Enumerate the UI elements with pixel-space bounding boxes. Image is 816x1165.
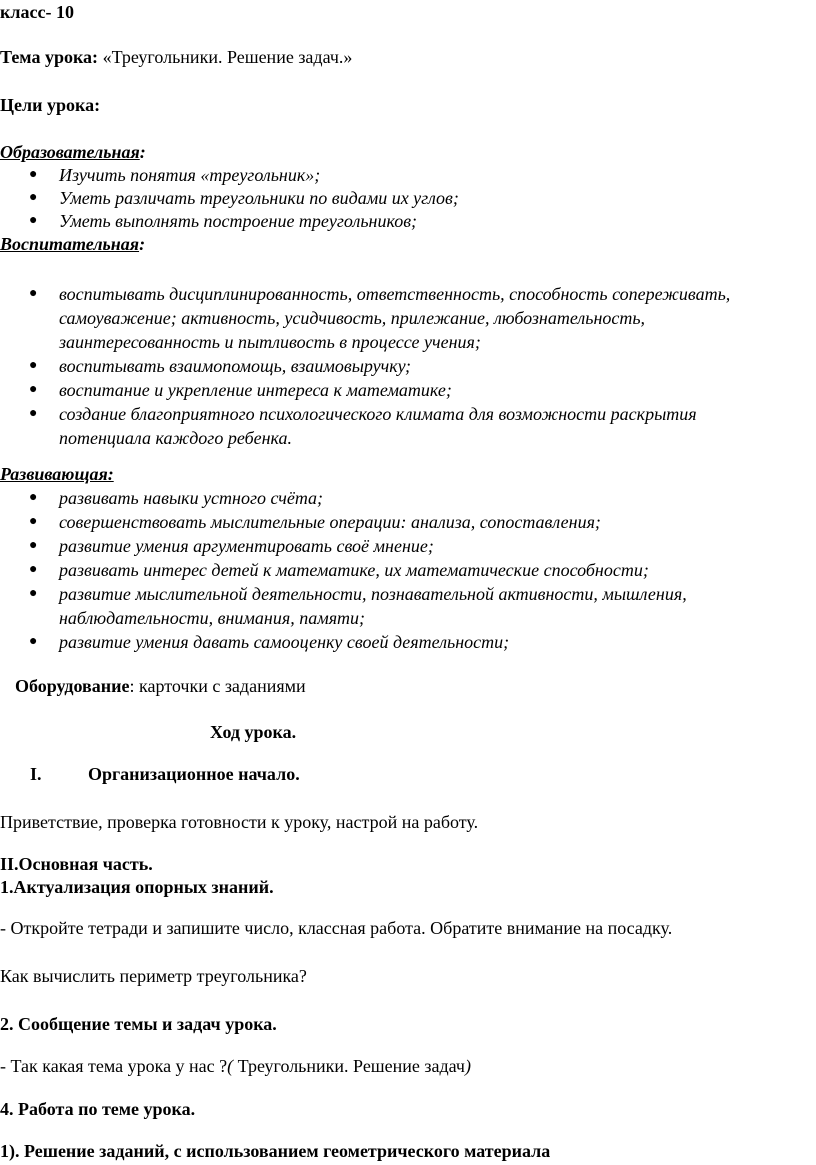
class-line: класс- 10 xyxy=(0,2,74,22)
section-2-sub-3: 4. Работа по теме урока. xyxy=(0,1099,196,1119)
upbringing-item: заинтересованность и пытливость в процессе учения; xyxy=(59,332,481,352)
developing-item: развивать интерес детей к математике, их математические способности; xyxy=(59,560,649,580)
developing-item: развитие умения давать самооценку своей деятельности; xyxy=(59,632,510,652)
topic-question: - Так какая тема урока у нас ? xyxy=(0,1056,228,1076)
goals-heading: Цели урока: xyxy=(0,95,101,115)
educational-item: Уметь различать треугольники по видами их углов; xyxy=(59,188,459,208)
section-2-title: II.Основная часть. xyxy=(0,854,153,874)
topic-label: Тема урока: xyxy=(0,47,99,67)
section-1-text: Приветствие, проверка готовности к уроку, настрой на работу. xyxy=(0,812,479,832)
upbringing-item: воспитание и укрепление интереса к математике; xyxy=(59,380,452,400)
educational-item: Уметь выполнять построение треугольников; xyxy=(59,211,417,231)
educational-colon: : xyxy=(139,142,146,162)
upbringing-item: воспитывать взаимопомощь, взаимовыручку; xyxy=(59,356,411,376)
upbringing-item: самоуважение; активность, усидчивость, прилежание, любознательность, xyxy=(59,308,646,328)
section-2-sub-1: 1.Актуализация опорных знаний. xyxy=(0,877,274,897)
paren-open: ( xyxy=(227,1056,234,1076)
paren-close: ) xyxy=(465,1056,471,1076)
bullet-icon: ● xyxy=(29,538,38,553)
developing-item: наблюдательности, внимания, памяти; xyxy=(59,608,366,628)
section-1-number: I. xyxy=(30,764,42,784)
developing-item: развитие умения аргументировать своё мнение; xyxy=(59,536,434,556)
section-2-sub-2: 2. Сообщение темы и задач урока. xyxy=(0,1014,277,1034)
equipment-label: Оборудование xyxy=(15,676,130,696)
equipment-line xyxy=(15,674,306,698)
upbringing-heading-line xyxy=(0,232,145,256)
bullet-icon: ● xyxy=(29,514,38,529)
upbringing-item: воспитывать дисциплинированность, ответственность, способность сопереживать, xyxy=(59,284,731,304)
section-1-title: Организационное начало. xyxy=(88,764,300,784)
bullet-icon: ● xyxy=(29,562,38,577)
developing-item: совершенствовать мыслительные операции: анализа, сопоставления; xyxy=(59,512,601,532)
section-2-text-3 xyxy=(0,1054,471,1078)
developing-item: развитие мыслительной деятельности, познавательной активности, мышления, xyxy=(59,584,687,604)
section-2-sub-4: 1). Решение заданий, с использованием геометрического материала xyxy=(0,1141,551,1161)
bullet-icon: ● xyxy=(29,382,38,397)
section-2-text-1: - Откройте тетради и запишите число, классная работа. Обратите внимание на посадку. xyxy=(0,918,673,938)
bullet-icon: ● xyxy=(29,586,38,601)
equipment-value: : карточки с заданиями xyxy=(129,676,306,696)
educational-heading-line xyxy=(0,140,146,164)
bullet-icon: ● xyxy=(29,634,38,649)
upbringing-heading: Воспитательная xyxy=(0,234,140,254)
bullet-icon: ● xyxy=(29,358,38,373)
educational-heading: Образовательная xyxy=(0,142,140,162)
upbringing-colon: : xyxy=(139,234,146,254)
educational-item: Изучить понятия «треугольник»; xyxy=(59,165,321,185)
topic-line xyxy=(0,45,352,69)
bullet-icon: ● xyxy=(29,213,38,228)
upbringing-item: создание благоприятного психологического климата для возможности раскрытия xyxy=(59,404,697,424)
upbringing-item: потенциала каждого ребенка. xyxy=(59,428,293,448)
bullet-icon: ● xyxy=(29,286,38,301)
bullet-icon: ● xyxy=(29,406,38,421)
lesson-title: Ход урока. xyxy=(210,722,297,742)
bullet-icon: ● xyxy=(29,190,38,205)
topic-value: «Треугольники. Решение задач.» xyxy=(102,47,353,67)
bullet-icon: ● xyxy=(29,167,38,182)
developing-heading: Развивающая: xyxy=(0,464,114,484)
developing-item: развивать навыки устного счёта; xyxy=(59,488,324,508)
section-2-text-2: Как вычислить периметр треугольника? xyxy=(0,966,307,986)
bullet-icon: ● xyxy=(29,490,38,505)
topic-answer: Треугольники. Решение задач xyxy=(233,1056,465,1076)
